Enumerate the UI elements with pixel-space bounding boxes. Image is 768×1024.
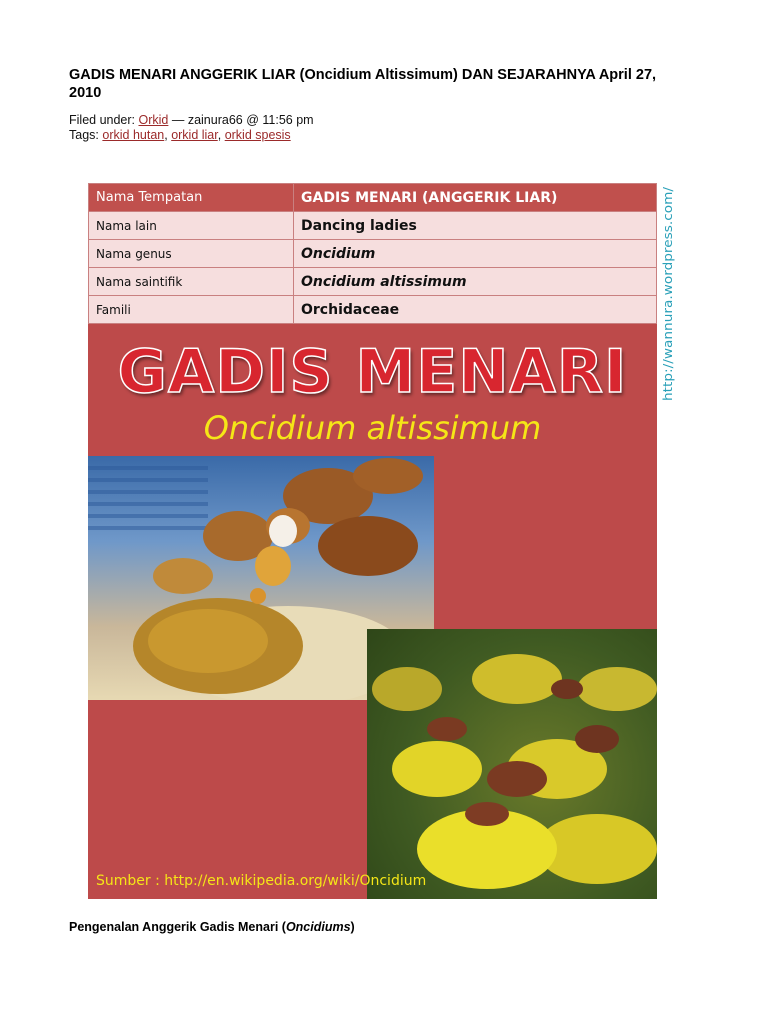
tag-link[interactable]: orkid liar <box>171 127 218 142</box>
orchid-info-table <box>88 183 657 324</box>
intro-italic: Oncidiums <box>285 920 351 934</box>
table-row <box>89 268 657 296</box>
intro-close: ) <box>350 920 355 934</box>
filed-under-label: Filed under: <box>69 113 136 127</box>
tags-line: Tags: orkid hutan, orkid liar, orkid spesis <box>69 127 291 142</box>
author-line: — zainura66 @ 11:56 pm <box>171 113 314 127</box>
table-value: Oncidium <box>294 240 657 268</box>
post-title: GADIS MENARI ANGGERIK LIAR (Oncidium Altissimum) DAN SEJARAHNYA April 27, 2010 <box>69 67 657 101</box>
poster-subtitle: Oncidium altissimum <box>203 409 542 447</box>
table-row <box>89 212 657 240</box>
table-key: Nama Tempatan <box>89 184 294 212</box>
table-value: Oncidium altissimum <box>294 268 657 296</box>
table-row <box>89 184 657 212</box>
tag-link[interactable]: orkid hutan <box>102 127 165 142</box>
table-key: Nama lain <box>89 212 294 240</box>
table-value: Dancing ladies <box>294 212 657 240</box>
intro-text: Pengenalan Anggerik Gadis Menari ( <box>69 920 286 934</box>
table-key: Nama genus <box>89 240 294 268</box>
poster-source: Sumber : http://en.wikipedia.org/wiki/Oncidium <box>96 873 427 889</box>
intro-heading <box>69 920 355 934</box>
watermark-text: http://wannura.wordpress.com/ <box>660 205 675 401</box>
category-link[interactable]: Orkid <box>138 113 169 127</box>
table-row <box>89 296 657 324</box>
table-row <box>89 240 657 268</box>
tags-label: Tags: <box>69 127 99 142</box>
poster-title: GADIS MENARI <box>117 337 628 407</box>
table-key: Nama saintifik <box>89 268 294 296</box>
orchid-photo-yellow <box>367 629 657 899</box>
watermark-url <box>657 183 677 403</box>
table-value: Orchidaceae <box>294 296 657 324</box>
table-value: GADIS MENARI (ANGGERIK LIAR) <box>294 184 657 212</box>
filed-under-line <box>69 113 314 128</box>
post-meta <box>69 113 314 142</box>
orchid-poster <box>88 183 657 899</box>
tag-link[interactable]: orkid spesis <box>224 127 291 142</box>
table-key: Famili <box>89 296 294 324</box>
